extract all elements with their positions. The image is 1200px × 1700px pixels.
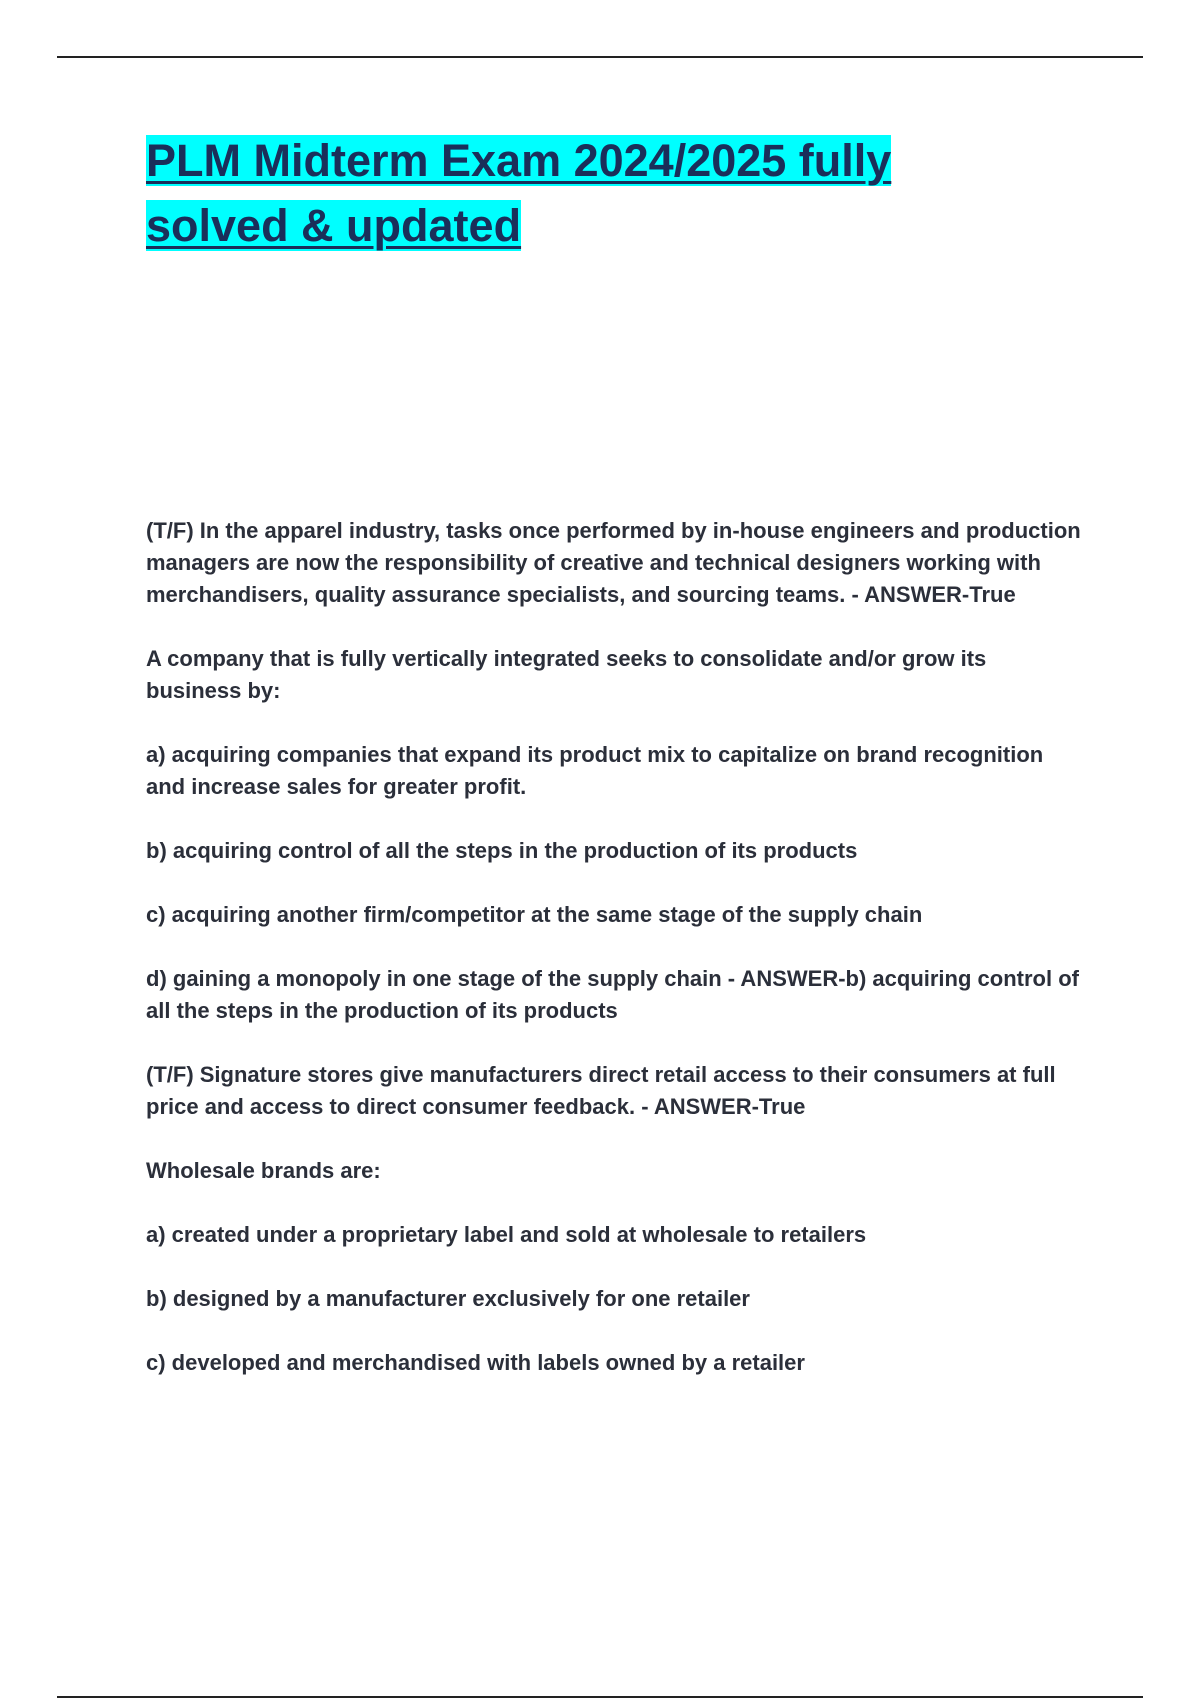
document-body [146, 515, 1086, 1411]
question-4-stem: Wholesale brands are: [146, 1158, 381, 1183]
document-title [146, 128, 1046, 258]
question-4-option-c: c) developed and merchandised with labels owned by a retailer [146, 1350, 805, 1375]
bottom-divider [57, 1696, 1143, 1698]
question-4-option-a: a) created under a proprietary label and sold at wholesale to retailers [146, 1222, 867, 1247]
question-2-option-a: a) acquiring companies that expand its product mix to capitalize on brand recognition and increase sales for greater profit. [146, 742, 1044, 799]
question-1: (T/F) In the apparel industry, tasks once performed by in-house engineers and production managers are now the responsibility of creative and technical designers working with merchandisers, quality assurance specialists, and sourcing teams. - ANSWER-True [146, 518, 1081, 607]
question-2-stem: A company that is fully vertically integrated seeks to consolidate and/or grow its business by: [146, 646, 987, 703]
question-2-option-d: d) gaining a monopoly in one stage of the supply chain - ANSWER-b) acquiring control of all the steps in the production of its products [146, 966, 1079, 1023]
question-2-option-c: c) acquiring another firm/competitor at the same stage of the supply chain [146, 902, 923, 927]
question-4-option-b: b) designed by a manufacturer exclusively for one retailer [146, 1286, 750, 1311]
question-3: (T/F) Signature stores give manufacturers direct retail access to their consumers at full price and access to direct consumer feedback. - ANSWER-True [146, 1062, 1056, 1119]
document-title-text: PLM Midterm Exam 2024/2025 fully solved & updated [146, 135, 892, 251]
top-divider [57, 56, 1143, 58]
question-2-option-b: b) acquiring control of all the steps in the production of its products [146, 838, 858, 863]
